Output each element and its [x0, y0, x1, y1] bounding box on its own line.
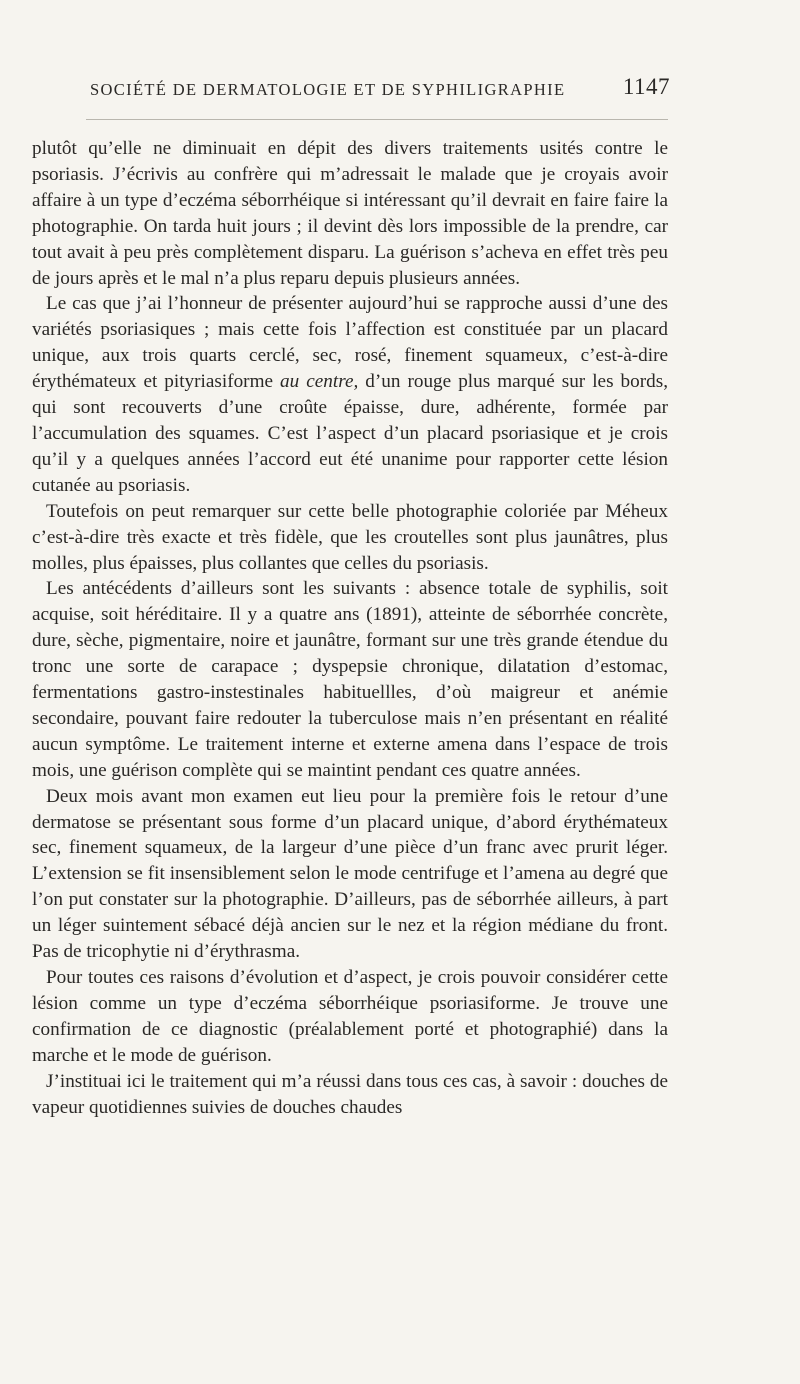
paragraph-2-italic: au centre,: [280, 371, 359, 393]
paragraph-7: J’instituai ici le traitement qui m’a réussi dans tous ces cas, à savoir : douches de vapeur quotidiennes suivies de douches chaudes: [32, 1070, 668, 1118]
paragraph-3: Toutefois on peut remarquer sur cette belle photographie coloriée par Méheux c’est-à-dire très exacte et très fidèle, que les croutelles sont plus jaunâtres, plus molles, plus épaisses, plus collantes que celles du psoriasis.: [32, 500, 668, 574]
running-header: [84, 76, 670, 106]
paragraph-5: Deux mois avant mon examen eut lieu pour la première fois le retour d’une dermatose se présentant sous forme d’un placard unique, d’abord érythémateux sec, finement squameux, de la largeur d’une pièce d’un franc avec prurit léger. L’extension se fit insensiblement selon le mode centrifuge et l’amena au degré que l’on put constater sur la photographie. D’ailleurs, pas de séborrhée ailleurs, à part un léger suintement sébacé déjà ancien sur le nez et la région médiane du front. Pas de tricophytie ni d’érythrasma.: [32, 785, 668, 963]
header-rule: [86, 119, 668, 120]
paragraph-4: Les antécédents d’ailleurs sont les suivants : absence totale de syphilis, soit acquise, soit héréditaire. Il y a quatre ans (1891), atteinte de séborrhée concrète, dure, sèche, pigmentaire, noire et jaunâtre, formant sur une très grande étendue du tronc une sorte de carapace ; dyspepsie chronique, dilatation d’estomac, fermentations gastro-instestinales habituellles, d’où maigreur et anémie secondaire, pouvant faire redouter la tuberculose mais n’en présentant en réalité aucun symptôme. Le traitement interne et externe amena dans l’espace de trois mois, une guérison complète qui se maintint pendant ces quatre années.: [32, 578, 668, 781]
paragraph-1: plutôt qu’elle ne diminuait en dépit des divers traitements usités contre le psoriasis. J’écrivis au confrère qui m’adressait le malade que je croyais avoir affaire à un type d’eczéma séborrhéique si intéressant qu’il devrait en faire faire la photographie. On tarda huit jours ; il devint dès lors impossible de la prendre, car tout avait à peu près complètement disparu. La guérison s’acheva en effet très peu de jours après et le mal n’a plus reparu depuis plusieurs années.: [32, 138, 668, 289]
paragraph-2-text-after: d’un rouge plus marqué sur les bords, qui sont recouverts d’une croûte épaisse, dure, adhérente, formée par l’accumulation des squames. C’est l’aspect d’un placard psoriasique et je crois qu’il y a quelques années l’accord eut été unanime pour rapporter cette lésion cutanée au psoriasis.: [32, 371, 668, 496]
paragraph-2-text-before: Le cas que j’ai l’honneur de présenter aujourd’hui se rapproche aussi d’une des variétés psoriasiques ; mais cette fois l’affection est constituée par un placard unique, aux trois quarts cerclé, sec, rosé, finement squameux, c’est-à-dire érythémateux et pityriasiforme: [32, 293, 668, 393]
page-number: 1147: [622, 74, 670, 99]
paragraph-6: Pour toutes ces raisons d’évolution et d’aspect, je crois pouvoir considérer cette lésion comme un type d’eczéma séborrhéique psoriasiforme. Je trouve une confirmation de ce diagnostic (préalablement porté et photographié) dans la marche et le mode de guérison.: [32, 967, 668, 1066]
paragraph-2: [32, 291, 668, 498]
body-text: [32, 136, 668, 1120]
running-header-title: SOCIÉTÉ DE DERMATOLOGIE ET DE SYPHILIGRAPHIE: [90, 80, 566, 99]
